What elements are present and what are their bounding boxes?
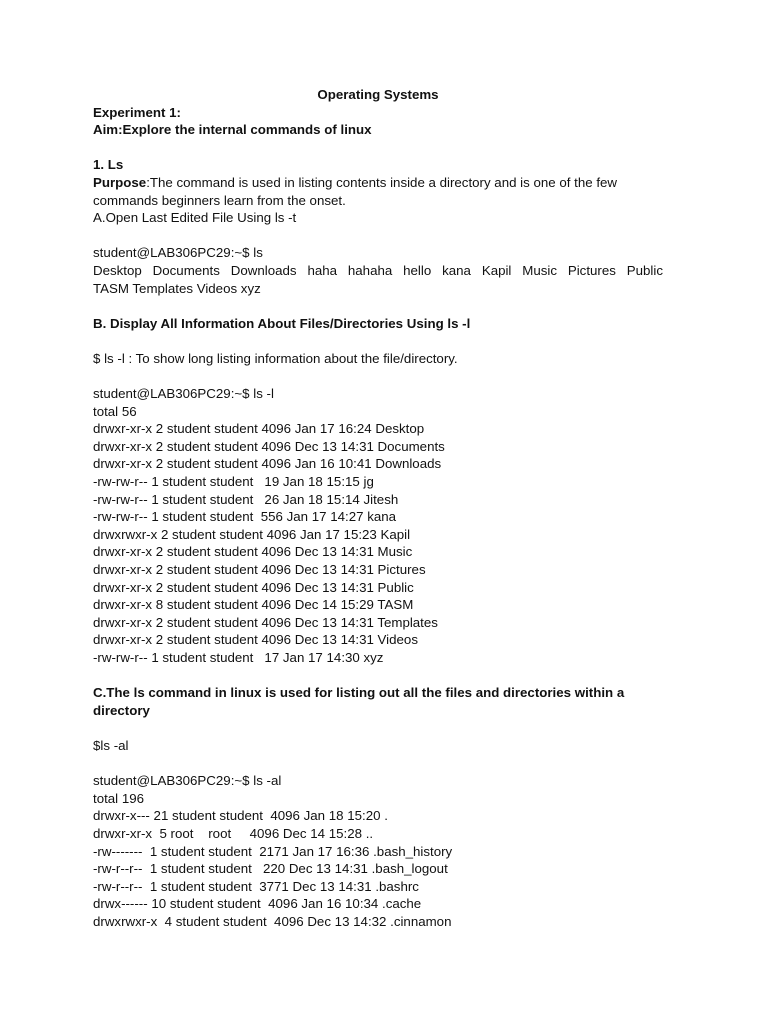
output-line: -rw-rw-r-- 1 student student 26 Jan 18 15:14 Jitesh [93, 491, 399, 507]
output-line: -rw-rw-r-- 1 student student 17 Jan 17 14:30 xyz [93, 650, 384, 665]
document-page [93, 86, 663, 931]
purpose-label: Purpose [93, 174, 147, 190]
section-b-description: $ ls -l : To show long listing information about the file/directory. [93, 350, 458, 366]
output-line: drwxr-xr-x 2 student student 4096 Dec 13 14:31 Videos [93, 632, 418, 648]
aim-text: Aim:Explore the internal commands of linux [93, 122, 372, 138]
output-line: -rw-r--r-- 1 student student 3771 Dec 13 14:31 .bashrc [93, 878, 419, 894]
output-line: drwxr-xr-x 2 student student 4096 Dec 13 14:31 Public [93, 579, 414, 595]
output-line: total 56 [93, 403, 137, 419]
output-line: drwxr-xr-x 2 student student 4096 Jan 16 10:41 Downloads [93, 456, 442, 472]
prompt-ls: student@LAB306PC29:~$ ls [93, 245, 263, 261]
ls-output-line-1: Desktop Documents Downloads haha hahaha hello kana Kapil Music Pictures Public [93, 262, 663, 278]
output-line: -rw------- 1 student student 2171 Jan 17 16:36 .bash_history [93, 843, 453, 859]
output-line: -rw-rw-r-- 1 student student 556 Jan 17 14:27 kana [93, 509, 397, 525]
section-1-heading: 1. Ls [93, 157, 124, 173]
output-line: -rw-r--r-- 1 student student 220 Dec 13 14:31 .bash_logout [93, 861, 448, 877]
output-line: -rw-rw-r-- 1 student student 19 Jan 18 15:15 jg [93, 474, 374, 490]
experiment-label: Experiment 1: [93, 104, 181, 120]
output-line: drwxrwxr-x 2 student student 4096 Jan 17 15:23 Kapil [93, 526, 411, 542]
ls-output-line-2: TASM Templates Videos xyz [93, 280, 261, 296]
purpose-text: :The command is used in listing contents inside a directory and is one of the few commands beginners learn from the onset. [93, 174, 618, 208]
section-b-heading: B. Display All Information About Files/Directories Using ls -l [93, 315, 471, 331]
section-c-heading: C.The ls command in linux is used for listing out all the files and directories within a directory [93, 685, 625, 718]
output-line: drwxr-xr-x 5 root root 4096 Dec 14 15:28 .. [93, 825, 374, 841]
output-line: drwxr-xr-x 2 student student 4096 Dec 13 14:31 Documents [93, 438, 445, 454]
output-line: drwxr-xr-x 2 student student 4096 Dec 13 14:31 Pictures [93, 562, 426, 578]
output-line: drwxr-xr-x 8 student student 4096 Dec 14 15:29 TASM [93, 597, 414, 613]
section-c-command: $ls -al [93, 737, 129, 753]
page-title: Operating Systems [317, 87, 439, 102]
ls-al-output [93, 790, 663, 931]
output-line: drwxr-xr-x 2 student student 4096 Jan 17 16:24 Desktop [93, 421, 425, 437]
purpose-paragraph [93, 174, 663, 209]
output-line: drwxrwxr-x 4 student student 4096 Dec 13 14:32 .cinnamon [93, 913, 452, 929]
output-line: drwxr-xr-x 2 student student 4096 Dec 13 14:31 Templates [93, 614, 438, 630]
prompt-ls-al: student@LAB306PC29:~$ ls -al [93, 773, 282, 789]
output-line: drwxr-xr-x 2 student student 4096 Dec 13 14:31 Music [93, 544, 413, 560]
subsection-a: A.Open Last Edited File Using ls -t [93, 210, 297, 226]
prompt-ls-l: student@LAB306PC29:~$ ls -l [93, 386, 274, 402]
ls-l-output [93, 403, 663, 667]
output-line: drwxr-x--- 21 student student 4096 Jan 18 15:20 . [93, 808, 388, 824]
output-line: drwx------ 10 student student 4096 Jan 16 10:34 .cache [93, 896, 422, 912]
output-line: total 196 [93, 790, 145, 806]
